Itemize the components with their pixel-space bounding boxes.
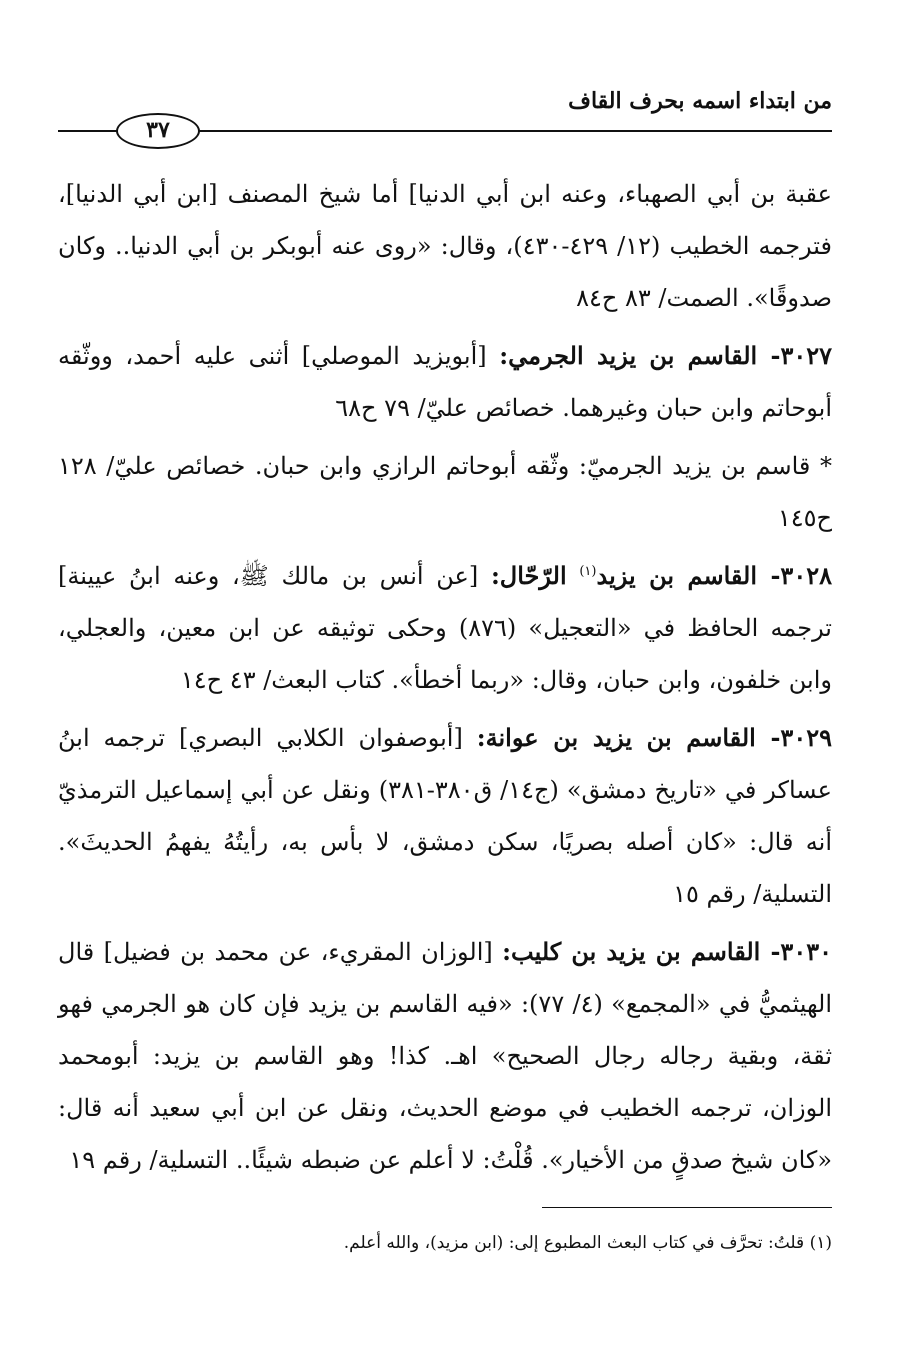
running-head: من ابتداء اسمه بحرف القاف [568, 88, 832, 114]
footnote-marker[interactable]: (١) [579, 564, 597, 579]
footnote-rule [542, 1207, 832, 1208]
footnote: (١) قلتُ: تحرَّف في كتاب البعث المطبوع إلى: (ابن مزيد)، والله أعلم. [343, 1233, 832, 1253]
entry-heading: ٣٠٢٧- القاسم بن يزيد الجرمي: [499, 341, 832, 370]
paragraph-continued: عقبة بن أبي الصهباء، وعنه ابن أبي الدنيا] أما شيخ المصنف [ابن أبي الدنيا]، فترجمه الخطيب (١٢/ ٤٢٩-٤٣٠)، وقال: «روى عنه أبوبكر بن أبي الدنيا.. وكان صدوقًا». الصمت/ ٨٣ ح٨٤ [58, 180, 832, 312]
main-text [58, 168, 832, 1192]
entry-3027 [58, 330, 832, 434]
entry-text: [أبويزيد الموصلي] أثنى عليه أحمد، ووثّقه أبوحاتم وابن حبان وغيرهما. خصائص عليّ/ ٧٩ ح٦٨ [58, 342, 832, 422]
entry-heading: ٣٠٢٩- القاسم بن يزيد بن عوانة: [476, 723, 832, 752]
entry-heading: ٣٠٢٨- القاسم بن يزيد [596, 561, 832, 590]
entry-3029 [58, 712, 832, 920]
star-note: * قاسم بن يزيد الجرميّ: وثّقه أبوحاتم الرازي وابن حبان. خصائص عليّ/ ١٢٨ ح١٤٥ [58, 452, 832, 532]
entry-heading: ٣٠٣٠- القاسم بن يزيد بن كليب: [502, 937, 832, 966]
entry-text: [عن أنس بن مالك ﷺ، وعنه ابنُ عيينة] ترجمه الحافظ في «التعجيل» (٨٧٦) وحكى توثيقه عن ابن معين، والعجلي، وابن خلفون، وابن حبان، وقال: «ربما أخطأ». كتاب البعث/ ٤٣ ح١٤ [58, 562, 832, 694]
entry-heading-suffix: الرّحّال: [490, 561, 567, 590]
entry-3028 [58, 550, 832, 706]
entry-3030 [58, 926, 832, 1186]
entry-text: [الوزان المقريء، عن محمد بن فضيل] قال الهيثميُّ في «المجمع» (٤/ ٧٧): «فيه القاسم بن يزيد فإن كان هو الجرمي فهو ثقة، وبقية رجاله رجال الصحيح» اهـ. كذا! وهو القاسم بن يزيد: أبومحمد الوزان، ترجمه الخطيب في موضع الحديث، ونقل عن ابن أبي سعيد أنه قال: «كان شيخ صدقٍ من الأخيار». قُلْتُ: لا أعلم عن ضبطه شيئًا.. التسلية/ رقم ١٩ [58, 938, 832, 1174]
page-number: ٣٧ [116, 113, 200, 149]
page-header [0, 88, 920, 158]
entry-text: [أبوصفوان الكلابي البصري] ترجمه ابنُ عساكر في «تاريخ دمشق» (ج١٤/ ق٣٨٠-٣٨١) ونقل عن أبي إسماعيل الترمذيّ أنه قال: «كان أصله بصريًا، سكن دمشق، لا بأس به، رأيتُهُ يفهمُ الحديثَ». التسلية/ رقم ١٥ [58, 724, 832, 908]
